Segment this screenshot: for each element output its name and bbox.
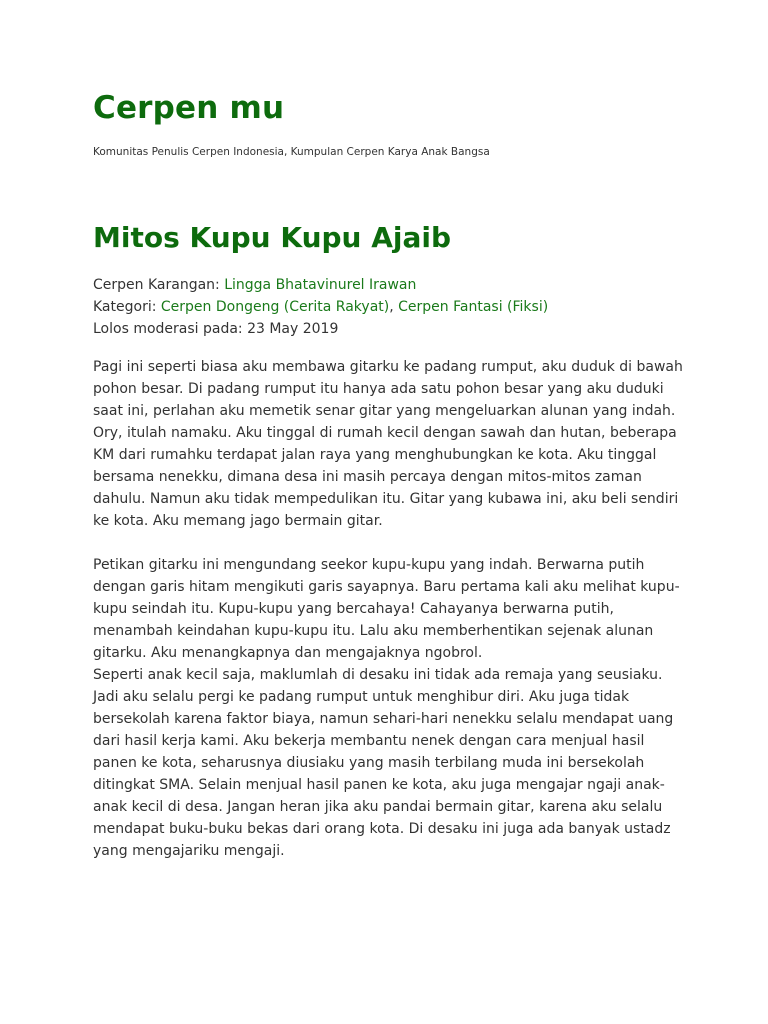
site-title[interactable]: Cerpen mu — [93, 90, 285, 126]
category-link-fantasi[interactable]: Cerpen Fantasi (Fiksi) — [398, 299, 549, 315]
category-label: Kategori: — [93, 299, 161, 315]
post-meta — [93, 274, 693, 340]
site-description: Komunitas Penulis Cerpen Indonesia, Kumpulan Cerpen Karya Anak Bangsa — [93, 146, 490, 158]
category-separator: , — [389, 299, 399, 315]
category-link-dongeng[interactable]: Cerpen Dongeng (Cerita Rakyat) — [160, 299, 390, 315]
story-content — [93, 356, 683, 862]
story-paragraph: Pagi ini seperti biasa aku membawa gitarku ke padang rumput, aku duduk di bawah pohon besar. Di padang rumput itu hanya ada satu pohon besar yang aku duduki saat ini, perlahan aku memetik senar gitar yang mengeluarkan alunan yang indah. Ory, itulah namaku. Aku tinggal di rumah kecil dengan sawah dan hutan, beberapa KM dari rumahku terdapat jalan raya yang menghubungkan ke kota. Aku tinggal bersama nenekku, dimana desa ini masih percaya dengan mitos-mitos zaman dahulu. Namun aku tidak mempedulikan itu. Gitar yang kubawa ini, aku beli sendiri ke kota. Aku memang jago bermain gitar. — [93, 359, 683, 529]
post-title: Mitos Kupu Kupu Ajaib — [93, 221, 452, 254]
author-link[interactable]: Lingga Bhatavinurel Irawan — [224, 277, 417, 293]
author-label: Cerpen Karangan: — [93, 277, 225, 293]
moderation-date: Lolos moderasi pada: 23 May 2019 — [93, 321, 339, 337]
story-paragraph: Petikan gitarku ini mengundang seekor kupu-kupu yang indah. Berwarna putih dengan garis hitam mengikuti garis sayapnya. Baru pertama kali aku melihat kupu-kupu seindah itu. Kupu-kupu yang bercahaya! Cahayanya berwarna putih, menambah keindahan kupu-kupu itu. Lalu aku memberhentikan sejenak alunan gitarku. Aku menangkapnya dan mengajaknya ngobrol. — [93, 557, 680, 661]
author-row — [93, 274, 693, 296]
category-row — [93, 296, 693, 318]
story-paragraph: Seperti anak kecil saja, maklumlah di desaku ini tidak ada remaja yang seusiaku. Jadi aku selalu pergi ke padang rumput untuk menghibur diri. Aku juga tidak bersekolah karena faktor biaya, namun sehari-hari nenekku selalu mendapat uang dari hasil kerja kami. Aku bekerja membantu nenek dengan cara menjual hasil panen ke kota, seharusnya diusiaku yang masih terbilang muda ini bersekolah ditingkat SMA. Selain menjual hasil panen ke kota, aku juga mengajar ngaji anak-anak kecil di desa. Jangan heran jika aku pandai bermain gitar, karena aku selalu mendapat buku-buku bekas dari orang kota. Di desaku ini juga ada banyak ustadz yang mengajariku mengaji. — [93, 667, 674, 859]
